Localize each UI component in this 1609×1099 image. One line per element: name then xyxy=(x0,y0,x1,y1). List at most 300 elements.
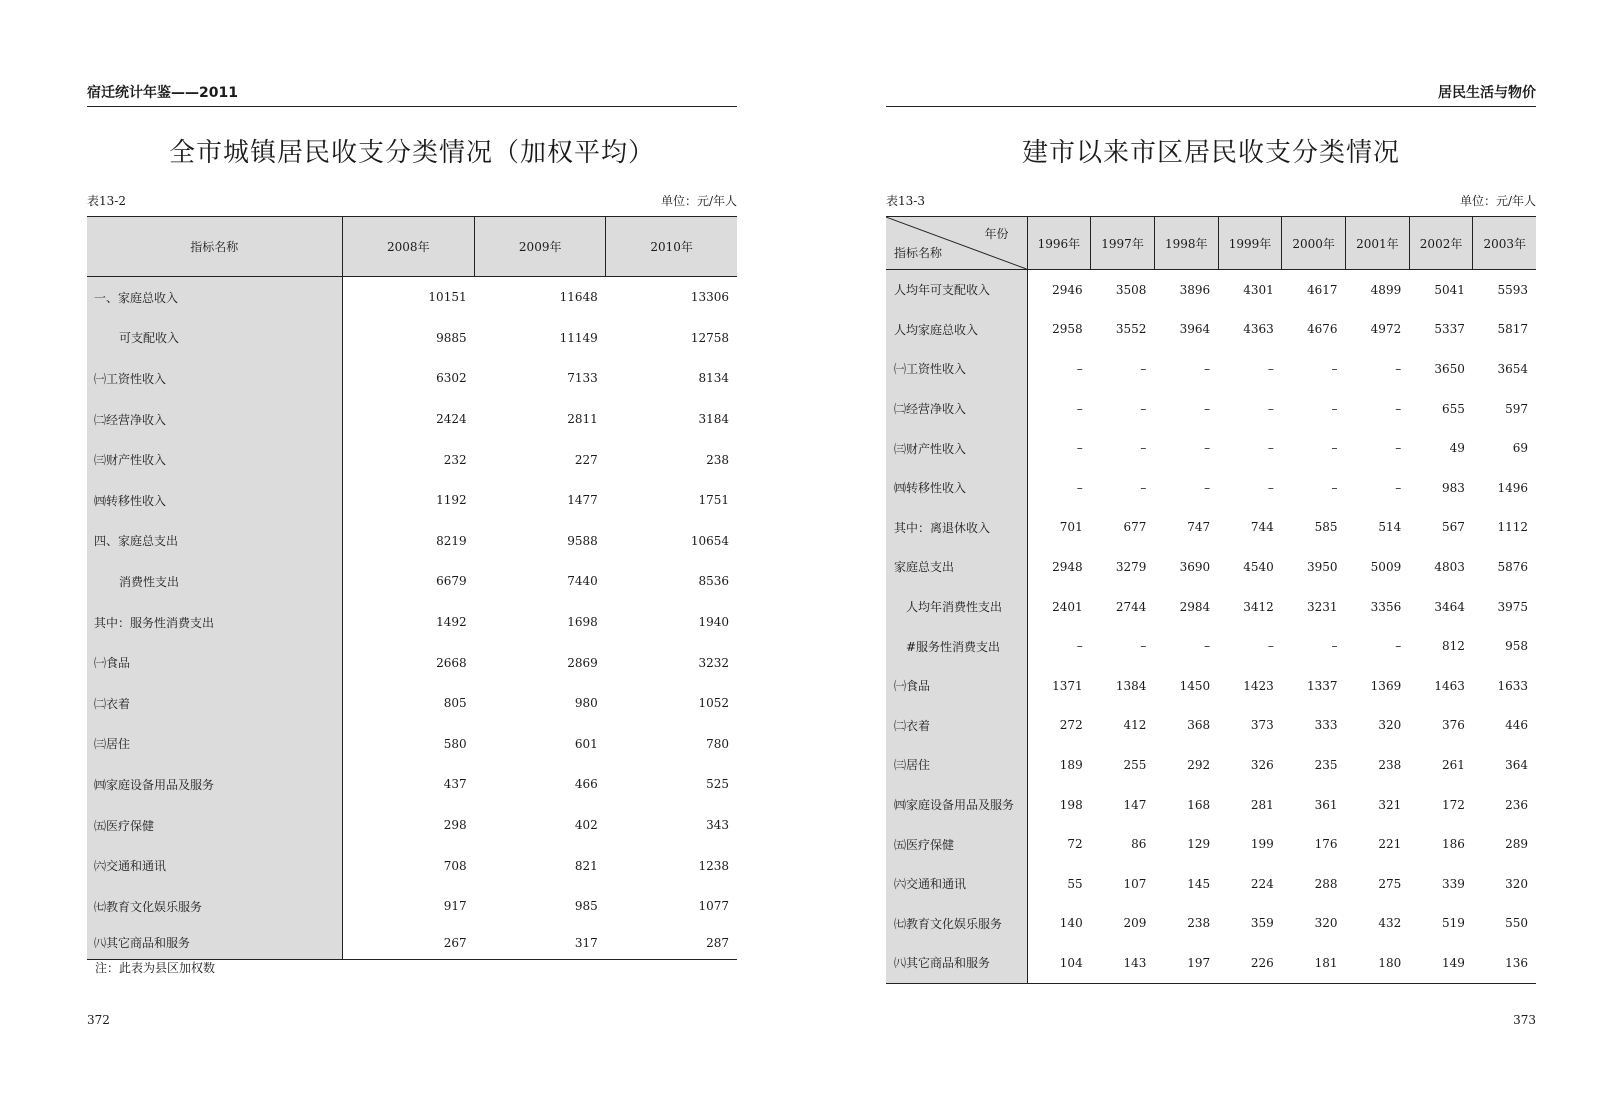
cell-value: 655 xyxy=(1442,401,1465,416)
right-page xyxy=(886,0,1536,1099)
table-unit: 单位：元/年人 xyxy=(660,194,737,208)
page-number: 372 xyxy=(87,1013,110,1027)
cell-value: – xyxy=(1076,401,1083,416)
cell-value: – xyxy=(1204,361,1211,376)
cell-value: 1337 xyxy=(1306,678,1338,693)
table-note: 注：此表为县区加权数 xyxy=(95,961,216,975)
cell-value: 224 xyxy=(1250,876,1274,891)
row-label: ㈣转移性收入 xyxy=(886,468,1027,508)
cell-value: 9588 xyxy=(567,533,598,548)
row-label: #服务性消费支出 xyxy=(886,626,1027,666)
cell-value: 597 xyxy=(1505,401,1528,416)
table-row xyxy=(886,666,1536,706)
row-label: ㈡经营净收入 xyxy=(886,389,1027,429)
cell-value: 129 xyxy=(1187,837,1211,852)
table-body xyxy=(87,277,737,960)
cell-value: 298 xyxy=(443,818,467,833)
cell-value: 2958 xyxy=(1052,322,1083,337)
cell-value: 1492 xyxy=(436,615,467,630)
cell-value: 198 xyxy=(1059,797,1083,812)
cell-value: 7440 xyxy=(567,574,598,589)
running-head-text: 居民生活与物价 xyxy=(1438,85,1536,101)
row-label: ㈠食品 xyxy=(87,642,342,683)
cell-value: 373 xyxy=(1250,718,1274,733)
cell-value: – xyxy=(1267,361,1274,376)
cell-value: – xyxy=(1395,639,1402,654)
diagonal-header-cell xyxy=(886,217,1027,270)
row-label: ㈢财产性收入 xyxy=(886,428,1027,468)
cell-value: 2744 xyxy=(1115,599,1147,614)
row-label: 可支配收入 xyxy=(87,318,342,359)
row-label: ㈠食品 xyxy=(886,666,1027,706)
cell-value: 8536 xyxy=(698,574,729,589)
cell-value: 4676 xyxy=(1306,322,1338,337)
cell-value: – xyxy=(1076,639,1083,654)
table-row xyxy=(87,521,737,562)
page-number: 373 xyxy=(1513,1013,1536,1027)
cell-value: 1238 xyxy=(698,858,729,873)
row-label: ㈥交通和通讯 xyxy=(87,845,342,886)
row-label: 人均年可支配收入 xyxy=(886,270,1027,310)
table-row xyxy=(87,805,737,846)
cell-value: – xyxy=(1331,401,1338,416)
row-label: ㈧其它商品和服务 xyxy=(886,943,1027,983)
table-row xyxy=(886,270,1536,310)
header-year-label: 年份 xyxy=(984,227,1009,241)
cell-value: 3552 xyxy=(1115,322,1147,337)
cell-value: 13306 xyxy=(690,290,729,305)
cell-value: 525 xyxy=(706,777,729,792)
column-header: 2008年 xyxy=(342,217,475,277)
cell-value: 227 xyxy=(574,452,598,467)
cell-value: 197 xyxy=(1187,955,1211,970)
cell-value: 235 xyxy=(1314,757,1338,772)
cell-value: 10151 xyxy=(428,290,467,305)
cell-value: 199 xyxy=(1250,837,1274,852)
table-row xyxy=(886,943,1536,983)
cell-value: 288 xyxy=(1314,876,1338,891)
table-row xyxy=(886,547,1536,587)
column-header-year: 2000年 xyxy=(1282,217,1346,270)
cell-value: 147 xyxy=(1123,797,1147,812)
cell-value: 3950 xyxy=(1306,559,1338,574)
cell-value: – xyxy=(1331,639,1338,654)
cell-value: – xyxy=(1267,639,1274,654)
cell-value: 8134 xyxy=(698,371,729,386)
table-row xyxy=(87,724,737,765)
cell-value: 514 xyxy=(1378,520,1402,535)
cell-value: – xyxy=(1140,639,1147,654)
column-header-year: 1997年 xyxy=(1091,217,1155,270)
table-row xyxy=(87,602,737,643)
row-label: ㈤医疗保健 xyxy=(886,824,1027,864)
cell-value: 320 xyxy=(1505,876,1528,891)
cell-value: 321 xyxy=(1378,797,1402,812)
column-header: 2009年 xyxy=(475,217,606,277)
cell-value: 2401 xyxy=(1052,599,1083,614)
cell-value: 437 xyxy=(443,777,467,792)
cell-value: 677 xyxy=(1123,520,1147,535)
cell-value: 2869 xyxy=(567,655,598,670)
column-header-year: 2002年 xyxy=(1409,217,1473,270)
cell-value: 145 xyxy=(1187,876,1211,891)
row-label: 消费性支出 xyxy=(87,561,342,602)
cell-value: 2946 xyxy=(1052,282,1083,297)
row-label: ㈣家庭设备用品及服务 xyxy=(87,764,342,805)
table-meta xyxy=(886,192,1536,208)
row-label: 家庭总支出 xyxy=(886,547,1027,587)
cell-value: 1423 xyxy=(1243,678,1274,693)
cell-value: 143 xyxy=(1123,955,1147,970)
cell-value: 3232 xyxy=(698,655,729,670)
cell-value: 2984 xyxy=(1179,599,1211,614)
page-title: 建市以来市区居民收支分类情况 xyxy=(1021,138,1400,168)
cell-value: 3690 xyxy=(1179,559,1211,574)
cell-value: 585 xyxy=(1314,520,1338,535)
cell-value: 180 xyxy=(1378,955,1402,970)
cell-value: 361 xyxy=(1314,797,1338,812)
cell-value: 1450 xyxy=(1179,678,1211,693)
cell-value: – xyxy=(1395,361,1402,376)
table-body xyxy=(886,270,1536,984)
cell-value: 12758 xyxy=(690,330,729,345)
cell-value: 812 xyxy=(1442,639,1465,654)
table-row xyxy=(87,642,737,683)
cell-value: 5817 xyxy=(1497,322,1528,337)
table-meta xyxy=(87,192,737,208)
cell-value: 267 xyxy=(443,935,467,950)
cell-value: 1940 xyxy=(698,615,729,630)
cell-value: 4363 xyxy=(1243,322,1274,337)
cell-value: 6679 xyxy=(436,574,467,589)
cell-value: – xyxy=(1140,401,1147,416)
cell-value: 172 xyxy=(1442,797,1465,812)
row-label: ㈧其它商品和服务 xyxy=(87,927,342,960)
cell-value: 4617 xyxy=(1306,282,1338,297)
cell-value: – xyxy=(1267,401,1274,416)
cell-value: 3964 xyxy=(1179,322,1211,337)
cell-value: 255 xyxy=(1123,757,1147,772)
table-row xyxy=(886,587,1536,627)
cell-value: 1369 xyxy=(1370,678,1402,693)
cell-value: 1698 xyxy=(567,615,598,630)
cell-value: 4803 xyxy=(1434,559,1465,574)
left-page xyxy=(87,0,737,1099)
column-header: 2010年 xyxy=(606,217,737,277)
cell-value: 181 xyxy=(1314,955,1338,970)
cell-value: 238 xyxy=(706,452,729,467)
cell-value: 339 xyxy=(1442,876,1465,891)
row-label: 其中：服务性消费支出 xyxy=(87,602,342,643)
cell-value: 1751 xyxy=(698,493,729,508)
cell-value: 701 xyxy=(1059,520,1083,535)
cell-value: 983 xyxy=(1442,480,1465,495)
row-label: ㈥交通和通讯 xyxy=(886,864,1027,904)
table-row xyxy=(886,904,1536,944)
cell-value: 958 xyxy=(1505,639,1528,654)
cell-value: 747 xyxy=(1187,520,1211,535)
cell-value: 149 xyxy=(1442,955,1465,970)
cell-value: 317 xyxy=(574,935,598,950)
cell-value: – xyxy=(1204,441,1211,456)
cell-value: 4899 xyxy=(1370,282,1402,297)
row-label: 其中：离退休收入 xyxy=(886,508,1027,548)
row-label: ㈤医疗保健 xyxy=(87,805,342,846)
cell-value: 1077 xyxy=(698,899,729,914)
cell-value: 320 xyxy=(1314,916,1338,931)
cell-value: – xyxy=(1140,361,1147,376)
table-code: 表13-2 xyxy=(87,194,126,208)
cell-value: 3896 xyxy=(1179,282,1211,297)
cell-value: – xyxy=(1395,441,1402,456)
cell-value: 1384 xyxy=(1115,678,1147,693)
table-row xyxy=(886,508,1536,548)
cell-value: 412 xyxy=(1123,718,1147,733)
cell-value: – xyxy=(1267,441,1274,456)
cell-value: 4301 xyxy=(1243,282,1274,297)
column-header-year: 2001年 xyxy=(1346,217,1410,270)
table-code: 表13-3 xyxy=(886,194,925,208)
column-header-year: 2003年 xyxy=(1473,217,1536,270)
cell-value: 104 xyxy=(1059,955,1083,970)
income-expense-table xyxy=(87,216,737,960)
table-row xyxy=(886,310,1536,350)
cell-value: 168 xyxy=(1187,797,1211,812)
cell-value: 232 xyxy=(443,452,467,467)
cell-value: 107 xyxy=(1123,876,1147,891)
cell-value: 136 xyxy=(1505,955,1528,970)
cell-value: – xyxy=(1331,361,1338,376)
cell-value: 780 xyxy=(706,736,729,751)
row-label: ㈠工资性收入 xyxy=(886,349,1027,389)
cell-value: 8219 xyxy=(436,533,467,548)
cell-value: 7133 xyxy=(567,371,598,386)
running-head-text: 宿迁统计年鉴——2011 xyxy=(87,85,238,101)
cell-value: 805 xyxy=(443,696,467,711)
cell-value: 2811 xyxy=(567,412,598,427)
cell-value: 49 xyxy=(1449,441,1465,456)
running-head-left xyxy=(87,84,737,107)
cell-value: 446 xyxy=(1505,718,1528,733)
cell-value: 292 xyxy=(1187,757,1211,772)
cell-value: 3464 xyxy=(1434,599,1465,614)
table-row xyxy=(87,358,737,399)
cell-value: 69 xyxy=(1512,441,1528,456)
row-label: ㈣家庭设备用品及服务 xyxy=(886,785,1027,825)
cell-value: 5009 xyxy=(1370,559,1402,574)
column-header-year: 1996年 xyxy=(1027,217,1091,270)
cell-value: 3654 xyxy=(1497,361,1528,376)
cell-value: 209 xyxy=(1123,916,1147,931)
cell-value: 980 xyxy=(574,696,598,711)
cell-value: 189 xyxy=(1059,757,1083,772)
cell-value: 236 xyxy=(1505,797,1528,812)
cell-value: 3508 xyxy=(1115,282,1147,297)
cell-value: 10654 xyxy=(690,533,729,548)
row-label: ㈣转移性收入 xyxy=(87,480,342,521)
cell-value: 238 xyxy=(1187,916,1211,931)
cell-value: 5593 xyxy=(1497,282,1528,297)
row-label: 一、家庭总收入 xyxy=(87,277,342,318)
cell-value: 4540 xyxy=(1243,559,1274,574)
cell-value: – xyxy=(1267,480,1274,495)
table-row xyxy=(886,785,1536,825)
cell-value: 9885 xyxy=(436,330,467,345)
cell-value: 519 xyxy=(1442,916,1465,931)
table-row xyxy=(87,764,737,805)
cell-value: 281 xyxy=(1250,797,1274,812)
table-row xyxy=(886,428,1536,468)
column-header: 指标名称 xyxy=(87,217,342,277)
cell-value: 364 xyxy=(1505,757,1528,772)
cell-value: 1463 xyxy=(1434,678,1465,693)
cell-value: 3231 xyxy=(1306,599,1338,614)
cell-value: – xyxy=(1140,441,1147,456)
row-label: 人均家庭总收入 xyxy=(886,310,1027,350)
cell-value: 1112 xyxy=(1497,520,1528,535)
cell-value: 3279 xyxy=(1115,559,1147,574)
cell-value: 289 xyxy=(1505,837,1528,852)
cell-value: 1052 xyxy=(698,696,729,711)
table-row xyxy=(886,824,1536,864)
table-row xyxy=(87,845,737,886)
running-head-right xyxy=(886,84,1536,107)
row-label: ㈡经营净收入 xyxy=(87,399,342,440)
row-label: ㈠工资性收入 xyxy=(87,358,342,399)
table-row xyxy=(87,480,737,521)
cell-value: 3356 xyxy=(1370,599,1402,614)
table-header-row xyxy=(87,217,737,277)
table-row xyxy=(87,683,737,724)
cell-value: 176 xyxy=(1314,837,1338,852)
table-unit: 单位：元/年人 xyxy=(1459,194,1536,208)
cell-value: 917 xyxy=(443,899,467,914)
column-header-year: 1999年 xyxy=(1218,217,1282,270)
row-label: ㈡衣着 xyxy=(87,683,342,724)
row-label: ㈡衣着 xyxy=(886,706,1027,746)
table-header-row xyxy=(886,217,1536,270)
cell-value: 744 xyxy=(1250,520,1274,535)
cell-value: 402 xyxy=(574,818,598,833)
table-row xyxy=(886,706,1536,746)
table-row xyxy=(886,745,1536,785)
cell-value: 3650 xyxy=(1434,361,1465,376)
cell-value: 368 xyxy=(1187,718,1211,733)
table-row xyxy=(886,864,1536,904)
cell-value: 5041 xyxy=(1434,282,1465,297)
cell-value: – xyxy=(1331,441,1338,456)
row-label: 人均年消费性支出 xyxy=(886,587,1027,627)
column-header-year: 1998年 xyxy=(1154,217,1218,270)
cell-value: 567 xyxy=(1442,520,1465,535)
cell-value: 550 xyxy=(1505,916,1528,931)
table-row xyxy=(87,277,737,318)
table-row xyxy=(886,389,1536,429)
cell-value: 140 xyxy=(1059,916,1083,931)
historical-income-table xyxy=(886,216,1536,984)
cell-value: 1192 xyxy=(436,493,467,508)
table-row xyxy=(87,886,737,927)
cell-value: 2668 xyxy=(436,655,467,670)
cell-value: 275 xyxy=(1378,876,1402,891)
cell-value: 11648 xyxy=(559,290,598,305)
row-label: ㈦教育文化娱乐服务 xyxy=(87,886,342,927)
cell-value: 238 xyxy=(1378,757,1402,772)
cell-value: 11149 xyxy=(559,330,598,345)
cell-value: 601 xyxy=(574,736,598,751)
row-label: ㈦教育文化娱乐服务 xyxy=(886,904,1027,944)
row-label: ㈢居住 xyxy=(87,724,342,765)
table-row xyxy=(87,439,737,480)
cell-value: 333 xyxy=(1314,718,1338,733)
cell-value: 343 xyxy=(706,818,729,833)
row-label: 四、家庭总支出 xyxy=(87,521,342,562)
cell-value: 5337 xyxy=(1434,322,1465,337)
table-row xyxy=(87,399,737,440)
cell-value: 1477 xyxy=(567,493,598,508)
cell-value: 4972 xyxy=(1370,322,1402,337)
cell-value: – xyxy=(1331,480,1338,495)
table-row xyxy=(886,349,1536,389)
cell-value: 708 xyxy=(443,858,467,873)
header-indicator-label: 指标名称 xyxy=(894,246,943,260)
cell-value: 72 xyxy=(1067,837,1083,852)
cell-value: 376 xyxy=(1442,718,1465,733)
cell-value: 1496 xyxy=(1497,480,1528,495)
cell-value: 55 xyxy=(1067,876,1083,891)
cell-value: 287 xyxy=(706,935,729,950)
cell-value: 5876 xyxy=(1497,559,1528,574)
cell-value: – xyxy=(1204,480,1211,495)
cell-value: 186 xyxy=(1442,837,1465,852)
cell-value: – xyxy=(1076,441,1083,456)
cell-value: 466 xyxy=(574,777,598,792)
row-label: ㈢财产性收入 xyxy=(87,439,342,480)
cell-value: 1633 xyxy=(1497,678,1528,693)
table-row xyxy=(886,468,1536,508)
cell-value: 1371 xyxy=(1052,678,1083,693)
cell-value: 221 xyxy=(1378,837,1402,852)
cell-value: 580 xyxy=(443,736,467,751)
cell-value: – xyxy=(1395,401,1402,416)
cell-value: 3184 xyxy=(698,412,729,427)
cell-value: – xyxy=(1204,401,1211,416)
table-row xyxy=(87,561,737,602)
cell-value: 261 xyxy=(1442,757,1465,772)
cell-value: 2424 xyxy=(436,412,467,427)
cell-value: 821 xyxy=(574,858,598,873)
cell-value: 272 xyxy=(1059,718,1083,733)
cell-value: – xyxy=(1395,480,1402,495)
cell-value: 320 xyxy=(1378,718,1402,733)
page-title: 全市城镇居民收支分类情况（加权平均） xyxy=(168,138,655,168)
cell-value: 3975 xyxy=(1497,599,1528,614)
cell-value: 86 xyxy=(1131,837,1147,852)
table-row xyxy=(886,626,1536,666)
cell-value: 226 xyxy=(1250,955,1274,970)
cell-value: 359 xyxy=(1250,916,1274,931)
cell-value: – xyxy=(1076,480,1083,495)
cell-value: – xyxy=(1140,480,1147,495)
cell-value: 6302 xyxy=(436,371,467,386)
cell-value: – xyxy=(1204,639,1211,654)
cell-value: 3412 xyxy=(1243,599,1274,614)
cell-value: 2948 xyxy=(1052,559,1083,574)
cell-value: 326 xyxy=(1250,757,1274,772)
row-label: ㈢居住 xyxy=(886,745,1027,785)
cell-value: – xyxy=(1076,361,1083,376)
cell-value: 432 xyxy=(1378,916,1402,931)
